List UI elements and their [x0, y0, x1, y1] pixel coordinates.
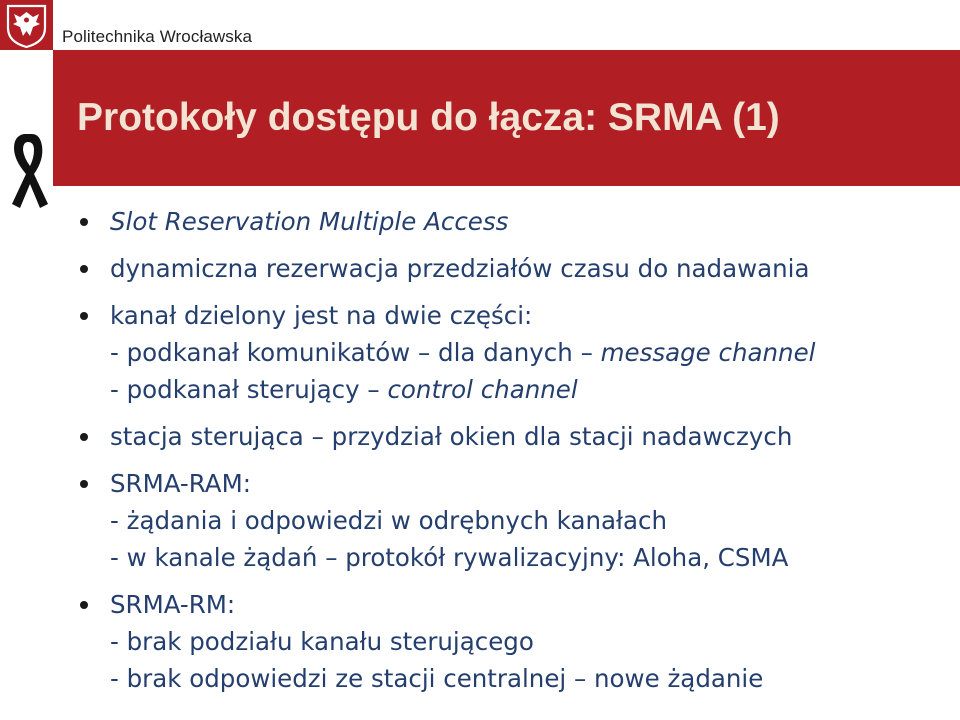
sub-line: - brak podziału kanału sterującego [110, 627, 534, 656]
sub-term: control channel [387, 375, 578, 404]
list-item [75, 418, 955, 455]
bullet-text: kanał dzielony jest na dwie części: [110, 301, 533, 330]
mourning-ribbon-icon [4, 130, 52, 210]
university-logo-icon [0, 0, 53, 50]
bullet-list [75, 203, 955, 707]
sub-line: - żądania i odpowiedzi w odrębnych kanałach [110, 506, 667, 535]
title-band [53, 50, 960, 186]
list-item [75, 297, 955, 408]
sub-line [110, 371, 955, 408]
sub-line: - w kanale żądań – protokół rywalizacyjny: Aloha, CSMA [110, 543, 789, 572]
slide-title: Protokoły dostępu do łącza: SRMA (1) [77, 96, 780, 139]
bullet-text: stacja sterująca – przydział okien dla stacji nadawczych [110, 422, 793, 451]
list-item [75, 465, 955, 576]
bullet-text: dynamiczna rezerwacja przedziałów czasu do nadawania [110, 254, 810, 283]
bullet-text: SRMA-RAM: [110, 469, 251, 498]
slide-content [53, 186, 960, 720]
sub-line [110, 334, 955, 371]
university-name: Politechnika Wrocławska [62, 27, 253, 46]
list-item [75, 586, 955, 697]
sub-line: - brak odpowiedzi ze stacji centralnej – nowe żądanie [110, 664, 764, 693]
bullet-text: Slot Reservation Multiple Access [110, 207, 509, 236]
bullet-text: SRMA-RM: [110, 590, 236, 619]
top-bar [0, 0, 960, 50]
side-column [0, 50, 53, 720]
sub-text: - podkanał sterujący – [110, 375, 388, 404]
sub-text: - podkanał komunikatów – dla danych – [110, 338, 601, 367]
list-item [75, 203, 955, 240]
list-item [75, 250, 955, 287]
sub-term: message channel [600, 338, 816, 367]
